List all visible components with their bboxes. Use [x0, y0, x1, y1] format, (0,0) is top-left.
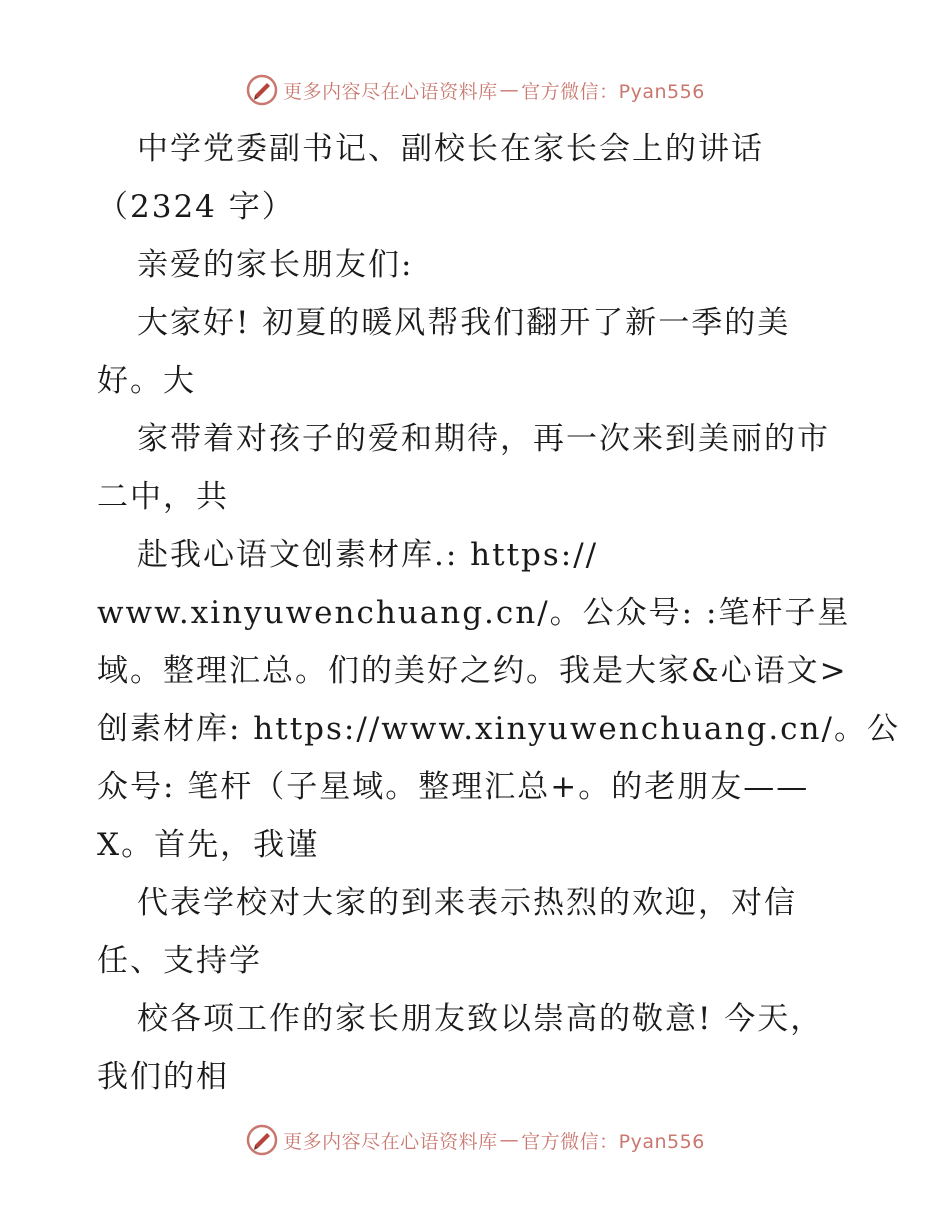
document-title: 中学党委副书记、副校长在家长会上的讲话	[137, 131, 764, 167]
text-line: 家带着对孩子的爱和期待，再一次来到美丽的市	[137, 421, 830, 457]
text-line: 代表学校对大家的到来表示热烈的欢迎，对信	[137, 885, 797, 921]
text-line: 域。整理汇总。们的美好之约。我是大家&心语文>	[97, 653, 848, 689]
header-watermark-banner	[0, 72, 950, 108]
text-line: 好。大	[97, 363, 196, 399]
banner-separator: —	[499, 79, 520, 101]
salutation: 亲爱的家长朋友们:	[137, 247, 414, 283]
text-line: 大家好! 初夏的暖风帮我们翻开了新一季的美	[137, 305, 791, 341]
footer-watermark-banner	[0, 1122, 950, 1158]
word-count: （2324 字）	[97, 189, 295, 225]
banner-wechat-text: 官方微信：Pyan556	[521, 80, 705, 103]
banner-wechat-text: 官方微信：Pyan556	[521, 1130, 705, 1153]
text-line: 众号: 笔杆（子星域。整理汇总+。的老朋友——	[97, 769, 810, 805]
logo-icon	[245, 73, 279, 107]
text-line: 赴我心语文创素材库.: https://	[137, 537, 599, 573]
banner-library-text: 更多内容尽在心语资料库	[283, 80, 498, 103]
text-line: 我们的相	[97, 1059, 229, 1095]
text-line: X。首先，我谨	[97, 827, 320, 863]
text-line: 创素材库: https://www.xinyuwenchuang.cn/。公	[97, 711, 900, 747]
text-line: 任、支持学	[97, 943, 262, 979]
banner-library-text: 更多内容尽在心语资料库	[283, 1130, 498, 1153]
logo-icon	[245, 1123, 279, 1157]
text-line: www.xinyuwenchuang.cn/。公众号: :笔杆子星	[97, 595, 851, 631]
document-body	[97, 120, 900, 1106]
banner-separator: —	[499, 1129, 520, 1151]
text-line: 二中，共	[97, 479, 229, 515]
text-line: 校各项工作的家长朋友致以崇高的敬意! 今天，	[137, 1001, 824, 1037]
